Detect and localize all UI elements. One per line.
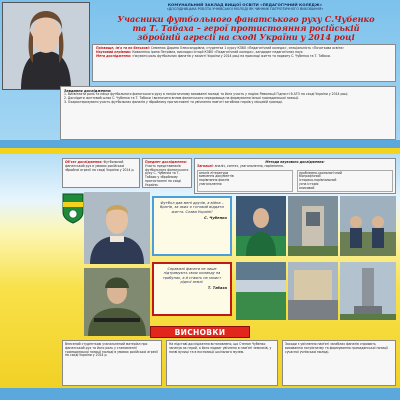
photo-ceremony [340, 196, 396, 256]
photo-tabakha [84, 268, 150, 336]
tasks-box [60, 86, 396, 140]
bottom-ribbon [0, 388, 400, 400]
subject-text: Участь представників футбольного фанатського руху С. Чубенка та Т. Табахи у збройному протистоянні на сході України. [145, 163, 189, 187]
quote2-text: Справжні фанати не лише підтримують свою команду на трибунах, а й стають на захист рідної землі. [162, 267, 222, 284]
yellow-ribbon [0, 148, 400, 154]
quote-text: Футбол дав мені друзів, а війна – братів, за яких я готовий віддати життя. Слава Україні! [160, 201, 224, 214]
conclusion-text-1: Внесений студенткою узагальнений матеріал про фанатський рух та його роль у становленні громадянської позиції молоді в умовах російської агресії на сході України у 2014 р. [65, 342, 159, 358]
goal-label: Мета дослідження: [96, 53, 132, 58]
conclusion-box-3 [282, 340, 396, 386]
title-line-3: збройній агресії на сході України у 2014 році [137, 32, 355, 43]
methods-right-item: біографічний [299, 174, 321, 179]
methods-left-item: узагальнення [199, 181, 222, 186]
tasks-title: Завдання дослідження: [64, 89, 112, 93]
task-item-1: 1. Висвітлити роль та місце футбольного фанатського руху в патріотичному вихованні молоді та його участь у подіях Революції Гідності й АТО на сході України у 2014 році. [64, 92, 349, 97]
quote-box [152, 196, 232, 256]
institution-line-2: «ДОСЛІДНИЦЬКА РОБОТА УЧНІВСЬКОЇ МОЛОДІ ЯК ЧИННИК ПАТРІОТИЧНОГО ВИХОВАННЯ» [166, 7, 324, 11]
conclusion-box-1 [62, 340, 162, 386]
methods-title: Методи наукового дослідження: [265, 160, 325, 164]
methods-general-text: аналіз, синтез, узагальнення, порівняння. [214, 163, 284, 168]
methods-right-item: історико-порівняльний [299, 178, 337, 183]
club-emblem-icon [62, 192, 84, 224]
conclusion-text-2: На підставі дослідження встановлено, що Степан Чубенко загинув як герой, а його подвиг увічнено в пам'яті земляків, у назві вулиці та в експозиції шкільного музею. [169, 342, 272, 354]
quote2-author: Т. Табаха [207, 286, 227, 291]
institution-line-1: КОМУНАЛЬНИЙ ЗАКЛАД ВИЩОЇ ОСВІТИ «ПЕДАГОГІЧНИЙ КОЛЕДЖ» [167, 2, 323, 7]
conclusions-heading [150, 326, 250, 338]
methods-right-item: описовий [299, 185, 315, 190]
task-item-2: 2. Дослідити життєвий шлях С. Чубенка та Т. Табахи і визначити вплив фанатського середовища на формування їхньої громадянської позиції. [64, 95, 300, 100]
conclusion-text-3: Заходи з увічнення пам'яті загиблих фанатів сприяють вихованню патріотизму та формуванню громадянської позиції сучасної учнівської молоді. [285, 342, 388, 354]
quote-box-2 [152, 262, 232, 316]
goal-text: з'ясувати роль футбольних фанатів у захисті України у 2014 році на прикладі життя та подвигу С. Чубенка та Т. Табахи. [132, 53, 331, 58]
photo-stadium [236, 262, 286, 320]
methods-right-item: проблемно-хронологічний [299, 170, 342, 175]
name-label: Прізвище, ім'я та по батькові: [96, 46, 150, 50]
object-box [62, 158, 140, 188]
quote-author: С. Чубенко [204, 216, 227, 221]
task-item-3: 3. Охарактеризувати участь футбольних фанатів у збройному протистоянні та увічнення пам'яті загиблих героїв у місцевій громаді. [64, 99, 283, 104]
methods-box [194, 158, 396, 194]
photo-team [236, 196, 286, 256]
poster-title [92, 15, 400, 43]
advisor-label: Науковий керівник: [96, 49, 132, 54]
conclusions-title: ВИСНОВКИ [174, 327, 226, 337]
object-text: Футбольний фанатський рух в умовах російської збройної агресії на сході України у 2014 р. [65, 160, 135, 172]
advisor-text: Коваленко Ірина Петрівна, викладач історії КЗВО «Педагогічний коледж», кандидат педагогічних наук [132, 49, 303, 54]
methods-left-item: вивчення документів [199, 174, 234, 179]
photo-street [288, 262, 338, 320]
author-portrait [2, 2, 90, 90]
photo-monument [340, 262, 396, 320]
conclusion-box-2 [166, 340, 278, 386]
methods-general-label: Загальні: [197, 163, 214, 168]
blue-ribbon [0, 140, 400, 148]
methods-left-item: порівняння фактів [199, 178, 230, 183]
photo-memorial [288, 196, 338, 256]
photo-chubenko [84, 192, 150, 264]
subject-box [142, 158, 192, 188]
object-label: Об'єкт дослідження: [65, 160, 103, 164]
title-line-1: Учасники футбольного фанатського руху С.Чубенко [117, 14, 375, 24]
methods-left-item: аналіз літератури [199, 170, 229, 175]
methods-right-item: усна історія [299, 181, 319, 186]
subject-label: Предмет дослідження: [145, 160, 187, 164]
name-text: Семенюк Дарина Олександрівна, студентка 1 курсу КЗВО «Педагогічний коледж», спеціальність «Початкова освіта» [150, 46, 345, 50]
title-line-2: та Т. Табаха – герої протистояння російській [132, 23, 360, 34]
author-info-box [92, 44, 396, 82]
